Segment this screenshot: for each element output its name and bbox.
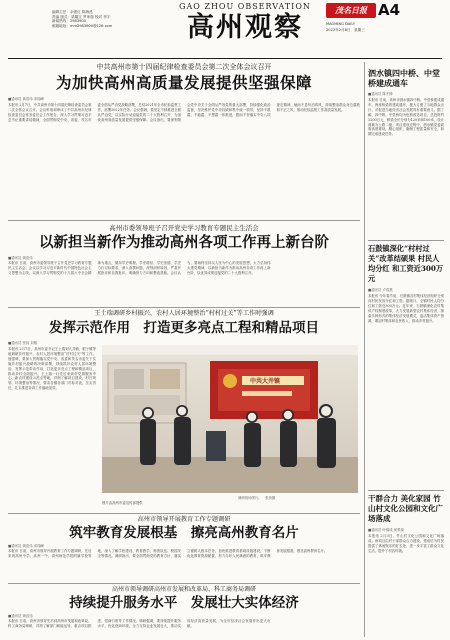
editor-line: 邮箱地址：mm2983900@126.com [52, 23, 113, 28]
sidebar-divider [364, 62, 365, 637]
story-rural-revitalization [8, 309, 360, 511]
story-byline: ■通讯员 黄浩伟 [8, 614, 33, 618]
sidebar-headline: 泗水镇四中桥、中堂桥建成通车 [368, 68, 440, 88]
masthead-rule [8, 58, 442, 59]
divider [8, 513, 360, 514]
story-headline: 以新担当新作为推动高州各项工作再上新台阶 [39, 234, 329, 251]
story-byline: ■通讯员 张扬 刘敏 [8, 341, 38, 345]
photo-sign-text: 中共大井镇 [249, 378, 280, 385]
editor-credits [52, 10, 162, 28]
divider [8, 307, 360, 308]
sidebar-story [368, 68, 444, 238]
sidebar-story [368, 244, 444, 484]
sidebar-byline: ■通讯员 卢春燕 [368, 288, 393, 292]
photo-illustration [102, 345, 358, 493]
masthead [0, 0, 450, 56]
story-kicker: 王土瑞调研乡村振兴、农村人居环境整治“村村过关”等工作时强调 [94, 310, 274, 317]
story-kicker: 高州市委领导班子召开党史学习教育专题民主生活会 [109, 224, 259, 232]
story-byline: ■通讯员 黄浩伟 [8, 256, 33, 260]
story-headline: 发挥示范作用 打造更多亮点工程和精品项目 [49, 320, 319, 336]
story-body: 本报讯 2月7日，中共高州市第十四届纪律检查委员会第二次全体会议召开。会议听取和审议了中共高州市纪律检查委员会常务委员会工作报告，深入学习贯彻习近平总书记重要讲话精神，全面贯彻党中央、省委、茂名市委全面从严治党战略部署，总结2021年全市纪检监察工作，部署2022年任务。会议强调，要坚定不移推进全面从严治党，以实际行动迎接党的二十大胜利召开，为加快高州高质量发展提供坚强保障。会议指出，要深刻领会党中央关于全面从严治党的重大部署，持续强化政治监督，坚决维护党中央权威和集中统一领导，坚持不敢腐、不能腐、不想腐一体推进，锲而不舍落实中央八项规定精神，驰而不息纠治四风，持续整治群众身边腐败和不正之风，推动纪检监察工作高质量发展。 [8, 103, 360, 122]
sidebar-byline: ■通讯员 陈冬锋 [368, 92, 393, 96]
editor-line: 新闻热线：2983900 [52, 19, 86, 24]
story-byline: ■通讯员 黄浩伟 邓瑞峰 [8, 97, 44, 101]
sidebar-byline: ■通讯员 叶锦成 何景源 [368, 528, 404, 532]
story-education-research [8, 515, 360, 581]
editor-line: 责编 版式：梁耀文 罗家瑞 校对 李宇 [52, 14, 111, 19]
story-body: 本报讯 日前，高州市委领导班子召开党史学习教育专题民主生活会。会议以学习习近平新时代中国特色社会主义思想为主线，以深入学习贯彻党的十九届六中全会精神为重点，紧扣学史明理、学史增信、学史崇德、学史力行目标要求，深入查摆问题，深刻剖析原因，严肃开展批评和自我批评，明确努力方向和整改措施。会议认为，要始终坚持以人民为中心的发展思想，大力弘扬伟大建党精神，以新担当新作为推动高州各项工作再上新台阶，以优异成绩迎接党的二十大胜利召开。 [8, 261, 271, 275]
divider [8, 583, 360, 584]
story-body: 本报讯 2月7日，高州市委书记王土瑞到大井镇、根子镇等地调研乡村振兴、农村人居环境整治“村村过关”等工作。他强调，要深入贯彻落实党中央、省委和茂名市委关于实施乡村振兴战略的决策部署，持续抓好农村人居环境整治，发挥示范带动作用，打造更多亮点工程和精品项目，推动乡村全面振兴。王土瑞一行先后来到村党群服务中心、新农村建设示范点等地，详细了解项目建设、村庄规划、环境整治等情况，要求各镇各部门对标对表，压实责任，扎实推进各项工作落地见效。 [8, 347, 96, 391]
story-kicker: 中共高州市第十四届纪律检查委员会第二次全体会议召开 [96, 63, 272, 71]
story-headline: 持续提升服务水平 发展壮大实体经济 [69, 595, 299, 611]
story-discipline-meeting [8, 62, 360, 215]
photo-credit: 图片由高州市委宣传部提供 [102, 501, 143, 505]
story-democratic-life-meeting [8, 223, 360, 305]
story-headline: 筑牢教育发展根基 擦亮高州教育名片 [69, 525, 299, 541]
story-service-economy [8, 585, 360, 639]
editor-line: 编辑主任：余建红 陈海泓 [52, 10, 93, 14]
issue-date: 2022年2月8日 星期三 [326, 28, 365, 32]
sidebar-headline: 干群合力 美化家园 竹山村文化公园和文化广场落成 [368, 494, 443, 523]
divider [368, 490, 444, 491]
sidebar-body: 本报讯 2月3日，竹山村文化公园和文化广场落成。该项目由村干部群众合力建设，建成后为村民提供了休闲娱乐的好去处，进一步丰富了群众文化生活，提升了村容村貌。 [368, 534, 444, 553]
maoming-daily-logo [326, 3, 376, 18]
photo-caption: 调研现场图片。 张扬摄 [238, 496, 276, 500]
story-kicker: 高州市领导调研高州市发展和改革局、科工商务局调研 [111, 586, 256, 593]
story-body: 本报讯 日前，高州市领导开展教育工作专题调研，先后来到高州中学、高州一中、高州师范学院附属学校等地，深入了解学校建设、教育教学、师资队伍、校园安全等情况。调研指出，要全面贯彻党的教育方针，落实立德树人根本任务，加快推进教育基础设施建设，不断优化教育资源配置，努力办好人民满意的教育，筑牢教育发展根基，擦亮高州教育名片。 [8, 549, 328, 558]
story-headline: 为加快高州高质量发展提供坚强保障 [55, 73, 312, 92]
story-byline: ■通讯员 黄浩伟 邓瑞峰 [8, 544, 44, 548]
sidebar-story [368, 494, 444, 636]
page-number: A4 [378, 1, 401, 19]
divider [368, 240, 444, 241]
sidebar-body: 本报讯 日前，高州市泗水镇四中桥、中堂桥建成通车。两座桥梁的建成通车，极大方便了当地群众出行，对促进当地经济社会发展具有重要意义。据了解，四中桥、中堂桥均为危桥改造项目，总投资约1200万元，桥梁全长分别为120米和100米，设计荷载为公路二级。项目建设过程中，泗水镇党委政府高度重视，精心组织，确保工程质量和安全，如期完成建设任务。 [368, 98, 444, 137]
paper-name-pinyin: MAOMING DAILY [326, 22, 356, 26]
divider [8, 220, 360, 221]
masthead-pinyin: GAO ZHOU OBSERVATION [179, 2, 311, 11]
page-title: 高州观察 [187, 12, 303, 43]
story-kicker: 高州市领导开展教育工作专题调研 [137, 516, 231, 523]
logo-text: 茂名日报 [335, 5, 367, 15]
sidebar-headline: 石鼓镇深化“村村过关”改革结硕果 村民人均分红 和工资近300万元 [368, 244, 444, 283]
sidebar-body: 本报讯 今年春节前，石鼓镇各村集体经济组织分别向村民发放分红和工资。据统计，全镇村民人均分红和工资近300万元。近年来，石鼓镇深化农村集体产权制度改革，大力发展新型农村集体经济，探索多种形式的集体经济发展模式，盘活集体资产资源，增加村集体和农民收入，推动乡村振兴。 [368, 294, 444, 323]
story-body: 本报讯 日前，高州市领导先后到高州市发展和改革局、科工商务局调研，详细了解部门职能运转、重点项目推进、招商引资等工作情况。调研强调，要持续提升服务水平，优化营商环境，全力支持企业发展壮大，推动实体经济高质量发展，为全市经济社会发展作出更大贡献。 [8, 619, 271, 628]
sidebar [368, 62, 444, 638]
news-photo [102, 345, 358, 493]
